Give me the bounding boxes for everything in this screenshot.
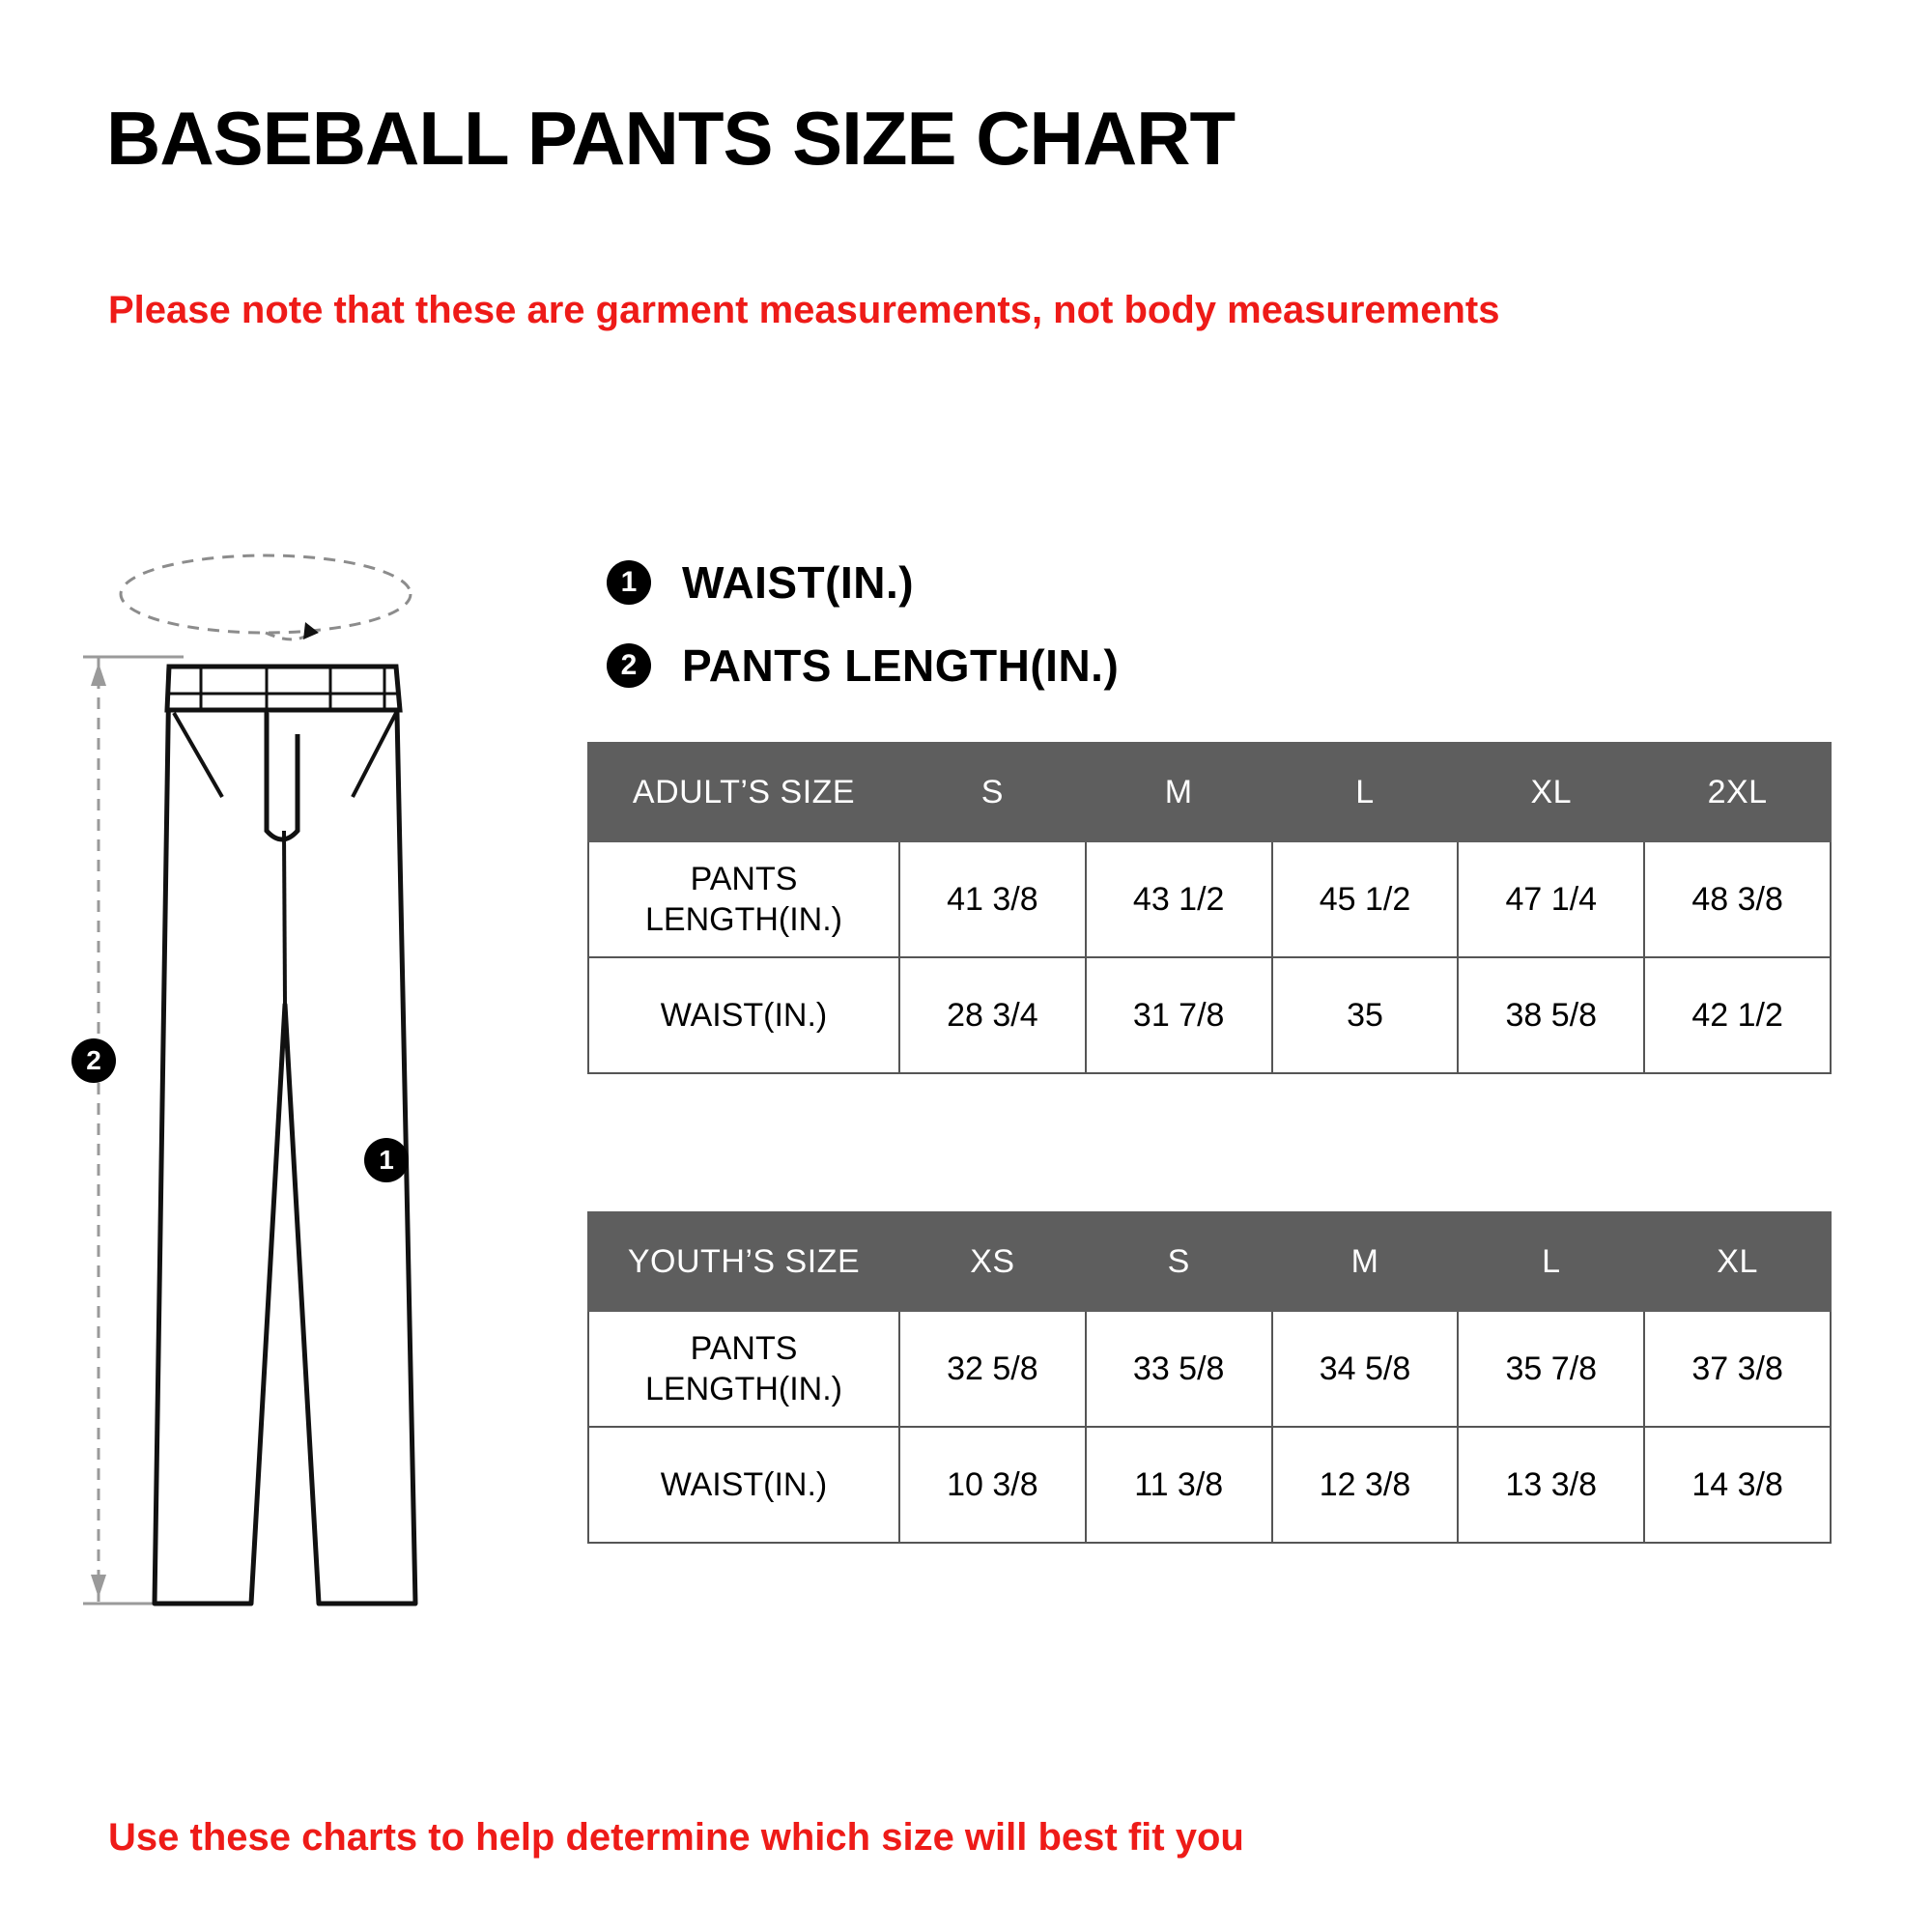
- adult-pants-length-m: 43 1/2: [1086, 841, 1272, 957]
- youth-col-l: L: [1458, 1212, 1644, 1311]
- adult-pants-length-xl: 47 1/4: [1458, 841, 1644, 957]
- youth-pants-length-m: 34 5/8: [1272, 1311, 1459, 1427]
- adult-pants-length-l: 45 1/2: [1272, 841, 1459, 957]
- youth-pants-length-xl: 37 3/8: [1644, 1311, 1831, 1427]
- youth-pants-length-xs: 32 5/8: [899, 1311, 1086, 1427]
- adult-col-l: L: [1272, 743, 1459, 841]
- adult-waist-s: 28 3/4: [899, 957, 1086, 1073]
- adult-waist-label: WAIST(IN.): [588, 957, 899, 1073]
- table-row: [588, 957, 1831, 1073]
- youth-col-m: M: [1272, 1212, 1459, 1311]
- youth-pants-length-l: 35 7/8: [1458, 1311, 1644, 1427]
- adult-col-2xl: 2XL: [1644, 743, 1831, 841]
- marker-two-icon: 2: [607, 643, 651, 688]
- adult-col-xl: XL: [1458, 743, 1644, 841]
- pants-diagram: [77, 541, 580, 1642]
- legend-item-waist-label: WAIST(IN.): [682, 557, 915, 608]
- table-header-row: [588, 1212, 1831, 1311]
- diagram-marker-two-icon: 2: [71, 1038, 116, 1083]
- legend: [607, 541, 1119, 707]
- adult-size-table: [587, 742, 1832, 1074]
- youth-col-xs: XS: [899, 1212, 1086, 1311]
- youth-waist-label: WAIST(IN.): [588, 1427, 899, 1543]
- diagram-marker-one-icon: 1: [364, 1138, 409, 1182]
- youth-pants-length-s: 33 5/8: [1086, 1311, 1272, 1427]
- youth-pants-length-label: PANTS LENGTH(IN.): [588, 1311, 899, 1427]
- youth-waist-xs: 10 3/8: [899, 1427, 1086, 1543]
- legend-item-pants-length: [607, 624, 1119, 707]
- table-row: [588, 1311, 1831, 1427]
- adult-size-header: ADULT’S SIZE: [588, 743, 899, 841]
- adult-pants-length-label: PANTS LENGTH(IN.): [588, 841, 899, 957]
- youth-waist-xl: 14 3/8: [1644, 1427, 1831, 1543]
- pants-illustration-svg: [77, 541, 580, 1642]
- measurement-note: Please note that these are garment measurements, not body measurements: [108, 289, 1500, 331]
- page-title: BASEBALL PANTS SIZE CHART: [106, 96, 1236, 181]
- youth-col-xl: XL: [1644, 1212, 1831, 1311]
- legend-item-waist: [607, 541, 1119, 624]
- adult-waist-l: 35: [1272, 957, 1459, 1073]
- table-row: [588, 1427, 1831, 1543]
- adult-waist-2xl: 42 1/2: [1644, 957, 1831, 1073]
- youth-waist-m: 12 3/8: [1272, 1427, 1459, 1543]
- legend-item-pants-length-label: PANTS LENGTH(IN.): [682, 640, 1120, 691]
- youth-waist-l: 13 3/8: [1458, 1427, 1644, 1543]
- youth-waist-s: 11 3/8: [1086, 1427, 1272, 1543]
- adult-col-s: S: [899, 743, 1086, 841]
- footer-note: Use these charts to help determine which size will best fit you: [108, 1816, 1244, 1859]
- adult-waist-xl: 38 5/8: [1458, 957, 1644, 1073]
- adult-pants-length-2xl: 48 3/8: [1644, 841, 1831, 957]
- table-row: [588, 841, 1831, 957]
- youth-size-header: YOUTH’S SIZE: [588, 1212, 899, 1311]
- youth-size-table: [587, 1211, 1832, 1544]
- adult-waist-m: 31 7/8: [1086, 957, 1272, 1073]
- marker-one-icon: 1: [607, 560, 651, 605]
- table-header-row: [588, 743, 1831, 841]
- adult-col-m: M: [1086, 743, 1272, 841]
- adult-pants-length-s: 41 3/8: [899, 841, 1086, 957]
- youth-col-s: S: [1086, 1212, 1272, 1311]
